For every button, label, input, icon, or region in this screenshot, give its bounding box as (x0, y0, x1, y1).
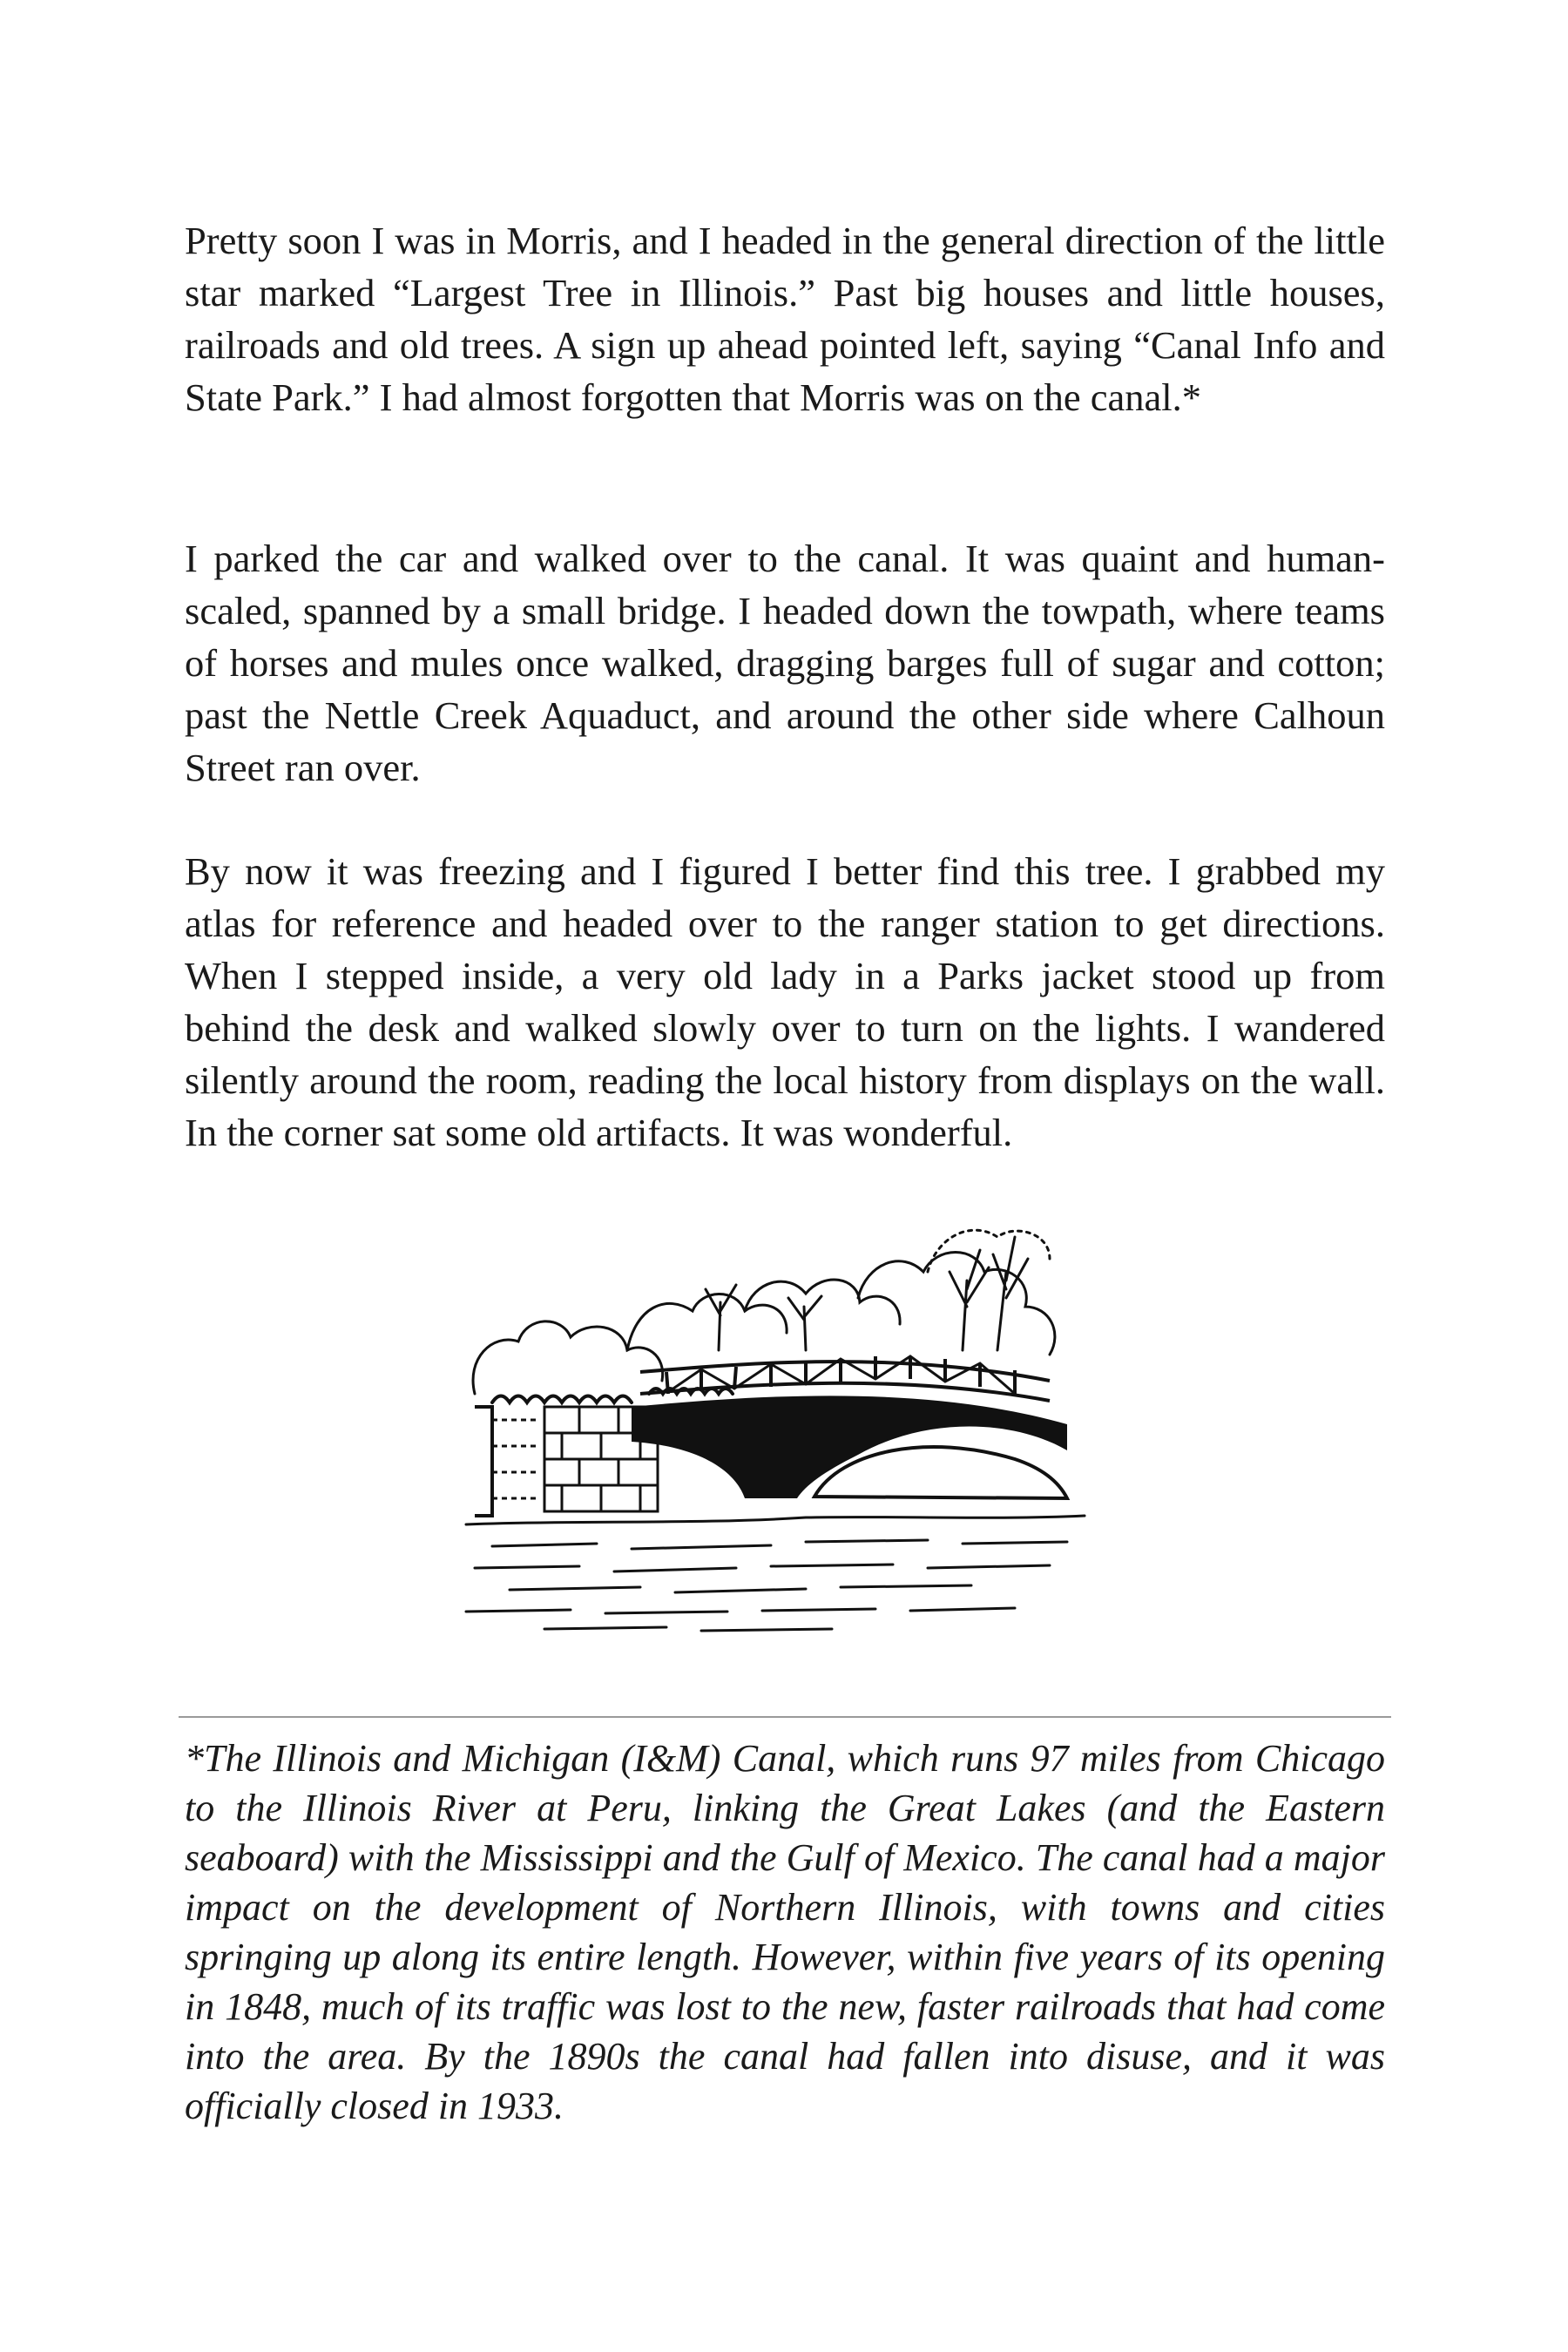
canal-bridge-illustration (440, 1220, 1111, 1638)
paragraph-ranger-station: By now it was freezing and I figured I better find this tree. I grabbed my atlas for reference and headed over to the ranger station to get directions. When I stepped inside, a very old lady in a Parks jacket stood up from behind the desk and walked slowly over to turn on the lights. I wandered silently around the room, reading the local history from displays on the wall. In the corner sat some old artifacts. It was wonderful. (185, 849, 1385, 1154)
paragraph-morris-arrival: Pretty soon I was in Morris, and I headed in the general direction of the little star marked “Largest Tree in Illinois.” Past big houses and little houses, railroads and old trees. A sign up ahead pointed left, saying “Canal Info and State Park.” I had almost forgotten that Morris was on the canal.* (185, 219, 1385, 419)
footnote-canal-history: *The Illinois and Michigan (I&M) Canal, which runs 97 miles from Chicago to the Illinois River at Peru, linking the Great Lakes (and the Eastern seaboard) with the Mississippi and the Gulf of Mexico. The canal had a major impact on the development of Northern Illinois, with towns and cities springing up along its entire length. However, within five years of its opening in 1848, much of its traffic was lost to the new, faster railroads that had come into the area. By the 1890s the canal had fallen into disuse, and it was officially closed in 1933. (185, 1737, 1385, 2127)
footnote-divider (179, 1716, 1391, 1718)
paragraph-canal-walk: I parked the car and walked over to the canal. It was quaint and human-scaled, spanned by a small bridge. I headed down the towpath, where teams of horses and mules once walked, dragging barges full of sugar and cotton; past the Nettle Creek Aquaduct, and around the other side where Calhoun Street ran over. (185, 537, 1385, 789)
